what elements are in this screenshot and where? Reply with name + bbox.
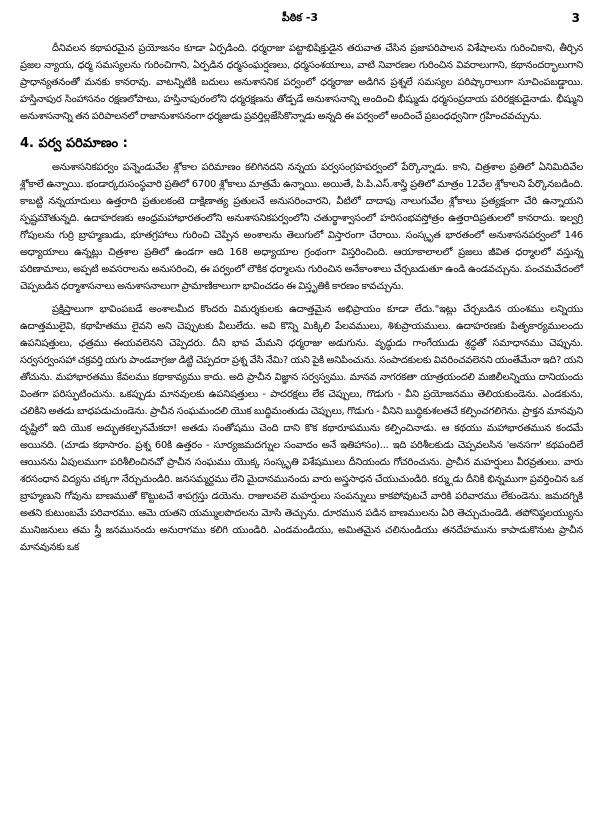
paragraph: ప్రక్షిప్తాలుగా భావింపబడే అంశాలమీద కొందరు విమర్శకులకు ఉదాత్తమైన అభిప్రాయం కూడా లేదు."ఇట్లు చేర్చబడిన యంశము లన్నియు ఉదాత్తములైవి, కథాహితము లైవని అని చెప్పుటకు వీలులేదు. అవి కొన్ని మిక్కిలి పేలవములు, శిశుప్రాయములు. ఉదాహరణకు పితృకార్యములందు ఉపనిషత్తులు, ఛత్రము ఈయవలెనని చెప్పెదరు. దీని భావ మేమని ధర్మరాజు అడుగును. వృద్ధుడు గాంగేయుడు శ్రద్ధతో సమాధానము చెప్పును. సర్వసర్వంసహా చక్రవర్తి యగు పాండవాగ్రజు డిట్టి చెప్పదరా ప్రశ్న వేసి నేమి? యని పైకి అనిపించును. సంపాదకులకు వివరించవలెనని యంతేమేనా ఇది? యని తోచును. మహాభారతము కేవలము కథాకావ్యము కాదు. అది ప్రాచీన విజ్ఞాన సర్వస్వము. మానవ నాగరకతా యాత్రయందలి మజిలీలన్నియు దానియందు వింతగా పరిస్ఫుటించును. ఒకప్పుడు మానవులకు ఉపనిషత్తులు - పాదరక్షలు లేక చెప్పులు, గొడుగు - వీని ప్రయోజనము తెలియకుండెను. ఎండకును, చలికిని అతడు బాధపడుచుండెను. ప్రాచీన సంఘమందలి యొక బుద్ధిమంతుడు చెప్పులు, గొడుగు - వీనిని బుద్ధికుశలతచే కల్పించగలిగెను. ప్రాక్తన మానవుని దృష్టిలో ఇది యొక అద్భుతకల్పనమేకదా! అతడు సంతోషము చెంది దాని కొక కథారూపమును కల్పించినాడు. ఆ కథయు మహాభారతమున కందమే అయినది. (చూడు కథాసారం. ప్రశ్న 60కి ఉత్తరం - సూర్యజమదగ్నుల సంవాదం అనే ఇతిహాసం)... ఇది పరిశీలకుడు చెప్పవలసిన 'అనసగా' కథపందిలే ఆయినను ఏపులముగా పరిశీలించినచో ప్రాచీన సంఘము యొక్క సంస్కృతి విశేషములు దీనియందు గోచరించును. ప్రాచీన మహర్షులు వీరవ్రతులు. వారు శరసంధాన విద్యను చక్కగా నేర్చుచుండిరి. జనసమ్మర్దము లేని మైదానమునందు వారు అస్త్రసాధన చేయుచుండిరి. కర్మ్గుడు దీనికి భిన్నముగా ప్రవర్తించిన ఒక బ్రాహ్మణుని గోవును బాణముతో కొట్టుటచే శాపగ్రస్తు డయెను. రాజులవలె మహర్షులు సంపన్నులు కాకపోవుటచే వారికి పరివారము లేకుండెను. జమదగ్నికి అతని కుటుంబమే పరివారము. ఆమె యతని యమ్ములపొదలను మోసి తెచ్చును. దూరమున పడిన బాణములను ఏరి తెచ్చుచుండెడి. తపోనిష్ఠలయ్యును మునిజనులు తమ స్త్రీ జనమునందు అనురాగము కలిగి యుండిరి. ఎండమండియు, అమితమైన చలినుండియు తనదేహమును కాపాడుకొనుట ప్రాచీన మానవునకు ఒక	[20, 304, 583, 553]
document-body	[20, 40, 583, 556]
header-title: పీఠిక -3	[281, 11, 319, 24]
section-heading: 4. పర్వ పరిమాణం :	[20, 136, 128, 151]
page-header	[0, 10, 600, 26]
paragraph: అనుశాసనికపర్వం పన్నెండువేల శ్లోకాల పరిమాణం కలిగినదని నన్నయ పర్వసంగ్రహపర్వంలో పేర్కొన్నాడు. కాని, చిత్రశాల ప్రతిలో ఏనిమిదివేల శ్లోకాలే ఉన్నాయి. భండార్కరుసంస్థవారి ప్రతిలో 6700 శ్లోకాలు మాత్రమే ఉన్నాయి. అయితే, పి.పి.ఎస్.శాస్త్రి ప్రతిలో మాత్రం 12వేల శ్లోకాలని పేర్కొనబడింది. కాబట్టి నన్నయాదులు ఉత్తరాది ప్రతులకంటె దాక్షిణాత్య ప్రతులనే అనుసరించారని, వీటిలో దాదాపు నాలుగువేల శ్లోకాలు ప్రత్యక్షంగా చేరి ఉన్నాయని స్పష్టమౌతున్నది. ఉదాహరణకు ఆంధ్రమహాభారతంలోని అనుశాసనికపర్వంలోని చతుర్థాశ్వాసంలో హరిసంభవస్తోత్రం ఉత్తరాదిప్రతులలో కానరాదు. ఇల్వగ్రి గోపులను గుర్రి బ్రాహ్మణుడు, భూతగ్రహాలు గురించి చెప్పిన అంశాలను తెలుగులో విస్తారంగా చేరాయి. సంస్కృత భారతంలో అనుశాసనపర్వంలో 146 అధ్యాయాలు ఉన్నట్లు చిత్రశాల ప్రతిలో ఉండగా ఆది 168 అధ్యాయాల గ్రంథంగా విస్తరించింది. ఆయాకాలాలలో ప్రజలు జీవిత ధర్మాలలో వస్తున్న పరిణామాలు, అప్పటి అవసరాలను అనుసరించి, ఈ పర్వంలో లౌకిక ధర్మాలను గురించిన అనేకాంశాలు చేర్చబడుతూ ఉండి ఉండవచ్చును. పంచమవేదంలో చెప్పబడిన ధర్మాశాసనాలు అనుశాసనాలుగా ప్రామాణికాలుగా భావించడం ఈ విస్తృతికి కారణం కావచ్చును.	[20, 162, 583, 292]
paragraph: దీనివలన కథాపరమైన ప్రయోజనం కూడా ఏర్పడింది. ధర్మరాజు పట్టాభిషిక్తుడైన తరువాత చేసిన ప్రజాపరిపాలన విశేషాలను గురించికాని, తీర్చిన ప్రజల న్యాయ, ధర్మ సమస్యలను గురించిగాని, ఏర్పడిన ధర్మసంఘర్షణలు, ధర్మసంశయాలు, వాటి నివారణల గురించిన వివరాలుగాని, కథానందర్భాలుగాని ప్రాధాన్యతనంతో మనకు కానరావు. వాటన్నిటికి బదులు అనుశాసనిక పర్వంలో ధర్మరాజు అడిగిన ప్రశ్నలే సమస్యల పరిష్కారాలుగా సూచింపబడ్డాయి. హస్తినాపుర సింహాసనం రక్షణలోపాటు, హస్తినాపురంలోని ధర్మరక్షణను తోడ్పడే అనుశాసనాన్ని అందించి భీష్ముడు ధర్మసంప్రదాయ పరిరక్షకుడైనాడు. భీష్ముని అనుశాసనాన్ని తన పరిపాలనలో రాజానుశాసనంగా ధర్మజుడు ప్రవర్తిల్లజేసికొన్నాడు అన్నది ఈ పర్వంలో అందించే ప్రబంధధ్వనిగా గ్రహించవచ్చును.	[20, 43, 583, 122]
page-number: 3	[571, 11, 580, 25]
